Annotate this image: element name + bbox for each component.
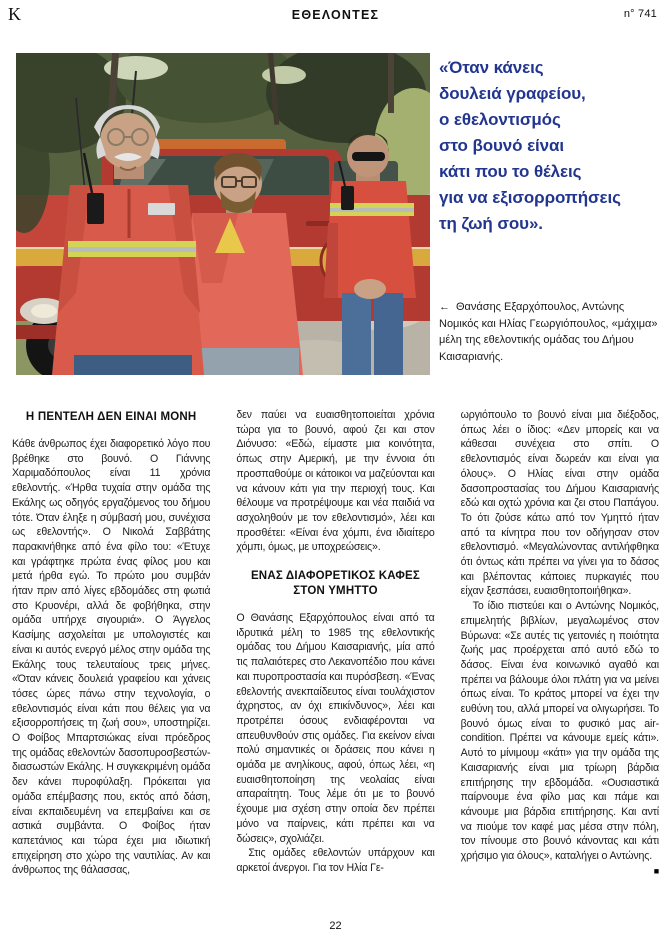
column-3 [461, 408, 659, 879]
pull-quote-line: «Όταν κάνεις [439, 58, 544, 77]
arrow-left-icon: ← [439, 301, 450, 313]
photo-caption-text: Θανάσης Εξαρχόπουλος, Αντώνης Νομικός και Ηλίας Γεωργιόπουλος, «μάχιμα» μέλη της εθελοντικής ομάδας του Δήμου Καισαριανής. [439, 301, 658, 363]
page-number: 22 [329, 920, 342, 932]
photo-illustration [16, 53, 430, 375]
issue-number: n° 741 [623, 8, 657, 20]
pull-quote [439, 55, 659, 237]
paragraph: ωργιόπουλο το βουνό είναι μια διέξοδος, όπως λέει ο ίδιος: «Δεν μπορείς και να κάθεσαι συνέχεια στο σπίτι. Ο εθελοντισμός είναι δωρεάν και είναι για όλους». Ο Ηλίας είναι στην ομάδα δασοπροστασίας του Δήμου Καισαριανής εδώ και οχτώ χρόνια και ζει στου Παπάγου. Το ότι ζούσε κάτω από τον Υμηττό ήταν από τα κίνητρα που τον οδήγησαν στον εθελοντισμό. «Μεγαλώνοντας αντιλήφθηκα ότι όντως κάτι πρέπει να γίνει για το δάσος και βλέποντας κάποιες πυρκαγιές που είχαν ξεσπάσει, ευαισθητοποιήθηκα». [460, 409, 659, 598]
paragraph: Ο Θανάσης Εξαρχόπουλος είναι από τα ιδρυτικά μέλη το 1985 της εθελοντικής ομάδας του Δήμου Καισαριανής, μία από τις παλαιότερες στο Λεκανοπέδιο που κάνει και πυροπροστασία και πυρόσβεση. «Ένας εθελοντής ανεκπαίδευτος είναι τουλάχιστον άχρηστος, αν όχι επικίνδυνος», λέει και προτρέπει όσους ενδιαφέρονται να απευθυνθούν στις ομάδες. Για εκείνον είναι πολύ σημαντικές οι δράσεις που κάνει η ομάδα με ανηλίκους, αφού, όπως λέει, «η ευαισθητοποίηση της νεολαίας είναι απαραίτητη. Τους λέμε ότι με το βουνό έχουμε μια σχέση στην οποία δεν πρέπει μόνο να παίρνεις, κάτι πρέπει και να δώσεις», σχολιάζει. [236, 612, 435, 845]
paragraph-text: Το ίδιο πιστεύει και ο Αντώνης Νομικός, επιμελητής βιβλίων, μεγαλωμένος στον Βύρωνα: «Σε αυτές τις γειτονιές η ποιότητα ζωής μας προέρχεται από αυτό εδώ το δάσος. Είναι ένα κοινωνικό αγαθό και πρέπει να βάλουμε όλοι πλάτη για να μείνει όπως είναι. Το κράτος μπορεί να έχει την ευθύνη του, αλλά μπορεί να ολιγωρήσει. Το βουνό όμως είναι το φυσικό μας air-condition. Πρέπει να κάνουμε εμείς κάτι». Αυτό το μίνιμουμ «κάτι» για την ομάδα της Καισαριανής είναι μια τρίωρη βάρδια επιτήρησης την εβδομάδα. «Ουσιαστικά παίρνουμε ένα φίλο μας και πάμε και κάνουμε μια βάρδια επιτήρησης. Και αντί να πιούμε τον καφέ μας μέσα στην πόλη, τον πίνουμε στο βουνό κάνοντας και κάτι χρήσιμο για όλους», καταλήγει ο Αντώνης. [460, 600, 659, 863]
paragraph: Στις ομάδες εθελοντών υπάρχουν και αρκετοί άνεργοι. Για τον Ηλία Γε- [236, 847, 435, 874]
paragraph [460, 599, 659, 876]
pull-quote-line: τη ζωή σου». [439, 214, 543, 233]
paragraph: Κάθε άνθρωπος έχει διαφορετικό λόγο που βρέθηκε στο βουνό. Ο Γιάννης Χαριμαδόπουλος είναι 11 χρόνια εθελοντής. «Ήρθα τυχαία στην ομάδα της Εκάλης ως οδηγός εργαζόμενος του δήμου τότε. Όταν έληξε η σύμβασή μου, συνέχισα ως εθελοντής». Ο Νικολά Σαββάτης παρακινήθηκε από ένα φίλο του: «Έτυχε και γράφτηκε πρώτα ένας φίλος μου και μετά ήρθα εγώ. Το πρώτο μου συμβάν ήταν πριν από λίγες εβδομάδες στη φωτιά στο Κρυονέρι, αλλά δε φοβήθηκα, στην ομάδα υπήρχε σιγουριά». Ο Άγγελος Κασίμης ασχολείται με υπολογιστές και είναι κι αυτός ενεργό μέλος στην ομάδα της Εκάλης τους τελευταίους τρεις μήνες. «Όταν κάνεις δουλειά γραφείου και χάνεις τόσες ώρες πάνω στην τεχνολογία, ο εθελοντισμός είναι κάτι που θέλεις για να εξισορροπήσεις τη ζωή σου», υποστηρίζει. Ο Φοίβος Μπαρτσιώκας είναι πρόεδρος της ομάδας εθελοντών δασοπυροσβεστών-διασωστών Εκάλης. Η συγκεκριμένη ομάδα δεν κάνει πυροφύλαξη. Πρόκειται για ομάδα επέμβασης που, εκτός από δάση, είναι εκπαιδευμένη να επεμβαίνει και σε αστικά συμβάντα. Ο Φοίβος ήταν καπετάνιος και τώρα έχει μια ιδιωτική επιχείρηση στο χώρο της ναυτιλίας. Αν και άνθρωπος της θάλασσας, [12, 438, 211, 877]
pull-quote-line: στο βουνό είναι [439, 136, 564, 155]
hero-right-column [430, 53, 659, 375]
article-columns [0, 408, 671, 879]
column-2-subheading: ΕΝΑΣ ΔΙΑΦΟΡΕΤΙΚΟΣ ΚΑΦΕΣ ΣΤΟΝ ΥΜΗΤΤΟ [250, 570, 421, 598]
column-1-heading: Η ΠΕΝΤΕΛΗ ΔΕΝ ΕΙΝΑΙ ΜΟΝΗ [25, 411, 197, 423]
column-1 [12, 408, 210, 878]
hero-region [0, 53, 671, 375]
magazine-logo: K [8, 4, 22, 24]
end-mark: ■ [653, 865, 659, 876]
paragraph: δεν παύει να ευαισθητοποιείται χρόνια τώρα για το βουνό, αφού ζει και στον Διόνυσο: «Εδώ, είμαστε μια κοινότητα, όπως στην Αμερική, με την έννοια ότι προσπαθούμε οι κάτοικοι να μαζεύονται και να κάνουν κάτι για την περιοχή τους. Και θέλουμε να προτρέψουμε και νέα παιδιά να ασχοληθούν με τον εθελοντισμό», λέει και προσθέτει: «Είναι ένα χόμπι, ένα ιδιαίτερο χόμπι, όμως, με υποχρεώσεις». [236, 409, 435, 554]
section-title: ΕΘΕΛΟΝΤΕΣ [291, 8, 380, 22]
column-2 [236, 408, 434, 876]
pull-quote-line: δουλειά γραφείου, [439, 84, 586, 103]
masthead [0, 0, 671, 34]
pull-quote-line: για να εξισορροπήσεις [439, 188, 621, 207]
photo-volunteers [16, 53, 430, 375]
pull-quote-line: κάτι που το θέλεις [439, 162, 582, 181]
photo-caption [439, 299, 659, 365]
pull-quote-line: ο εθελοντισμός [439, 110, 561, 129]
